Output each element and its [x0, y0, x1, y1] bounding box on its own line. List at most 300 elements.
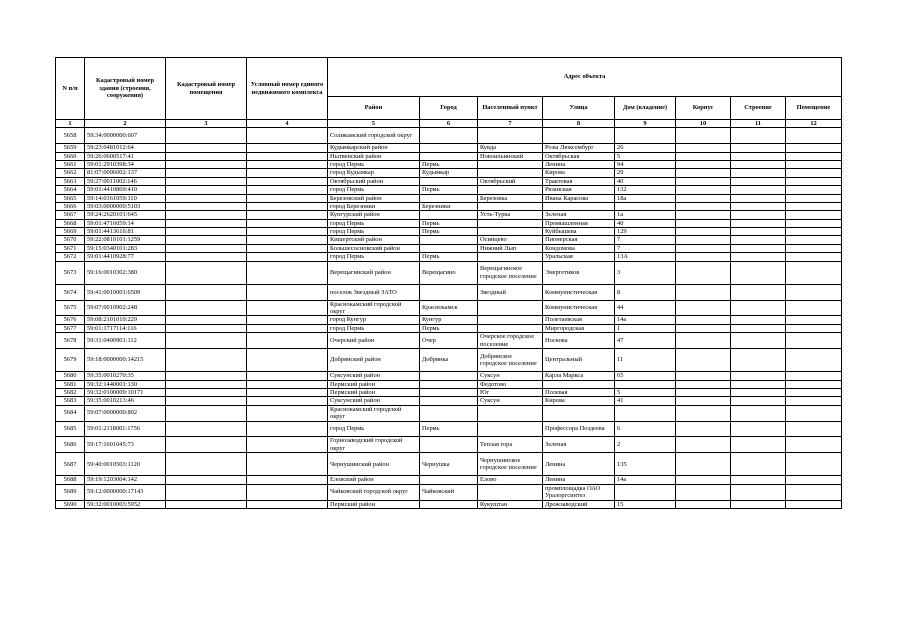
locality-cell — [478, 316, 543, 324]
house-cell: 8 — [615, 284, 676, 300]
header-address: Адрес объекта — [328, 58, 842, 97]
locality-cell: Теплая гора — [478, 437, 543, 453]
conditional-number-cell — [247, 453, 328, 476]
cadastral-number-cell: 59:01:2118001:1756 — [85, 421, 166, 437]
city-cell — [420, 152, 478, 160]
street-cell — [543, 202, 615, 210]
structure-cell — [731, 284, 786, 300]
room-cell — [786, 405, 842, 421]
room-cell — [786, 453, 842, 476]
cadastral-number-cell: 59:15:0340101:283 — [85, 244, 166, 252]
city-cell: Пермь — [420, 421, 478, 437]
conditional-number-cell — [247, 253, 328, 261]
house-cell: 5 — [615, 388, 676, 396]
table-row — [56, 128, 842, 144]
conditional-number-cell — [247, 484, 328, 500]
cadastral-number-cell: 59:03:0000000:5103 — [85, 202, 166, 210]
street-cell — [543, 380, 615, 388]
header-room: Помещение — [786, 97, 842, 120]
cadastral-number-cell: 59:01:1717114:116 — [85, 324, 166, 332]
column-number: 7 — [478, 120, 543, 128]
house-cell — [615, 405, 676, 421]
conditional-number-cell — [247, 324, 328, 332]
conditional-number-cell — [247, 128, 328, 144]
cadastral-number-cell: 59:34:0000000:607 — [85, 128, 166, 144]
table-row — [56, 284, 842, 300]
structure-cell — [731, 160, 786, 168]
room-cell — [786, 372, 842, 380]
table-row — [56, 244, 842, 252]
table-row — [56, 194, 842, 202]
building-cell — [676, 484, 731, 500]
district-cell: город Пермь — [328, 219, 420, 227]
street-cell: Энергетиков — [543, 261, 615, 284]
structure-cell — [731, 177, 786, 185]
district-cell: город Пермь — [328, 186, 420, 194]
district-cell: город Пермь — [328, 160, 420, 168]
street-cell: Дрожзаводский — [543, 500, 615, 508]
house-cell: 5 — [615, 152, 676, 160]
room-cadastral-cell — [166, 421, 247, 437]
street-cell: Куйбышева — [543, 228, 615, 236]
structure-cell — [731, 397, 786, 405]
building-cell — [676, 211, 731, 219]
district-cell: Краснокамский городской округ — [328, 300, 420, 316]
house-cell — [615, 484, 676, 500]
row-number: 5684 — [56, 405, 85, 421]
column-number: 4 — [247, 120, 328, 128]
house-cell: 18а — [615, 194, 676, 202]
structure-cell — [731, 202, 786, 210]
conditional-number-cell — [247, 177, 328, 185]
building-cell — [676, 316, 731, 324]
building-cell — [676, 333, 731, 349]
conditional-number-cell — [247, 186, 328, 194]
city-cell: Краснокамск — [420, 300, 478, 316]
house-cell: 2 — [615, 437, 676, 453]
city-cell: Кунгур — [420, 316, 478, 324]
room-cadastral-cell — [166, 236, 247, 244]
city-cell — [420, 500, 478, 508]
structure-cell — [731, 388, 786, 396]
district-cell: Верещагинский район — [328, 261, 420, 284]
structure-cell — [731, 405, 786, 421]
table-row — [56, 437, 842, 453]
street-cell: Ленина — [543, 476, 615, 484]
room-cadastral-cell — [166, 500, 247, 508]
room-cadastral-cell — [166, 380, 247, 388]
street-cell: Рязанская — [543, 186, 615, 194]
table-row — [56, 152, 842, 160]
house-cell: 13А — [615, 253, 676, 261]
conditional-number-cell — [247, 144, 328, 152]
building-cell — [676, 324, 731, 332]
locality-cell: Елово — [478, 476, 543, 484]
conditional-number-cell — [247, 194, 328, 202]
locality-cell — [478, 421, 543, 437]
room-cadastral-cell — [166, 128, 247, 144]
locality-cell: Новоильинский — [478, 152, 543, 160]
locality-cell — [478, 484, 543, 500]
table-row — [56, 476, 842, 484]
room-cell — [786, 316, 842, 324]
locality-cell: Суксун — [478, 372, 543, 380]
row-number: 5669 — [56, 228, 85, 236]
room-cadastral-cell — [166, 261, 247, 284]
district-cell: Чайковский городской округ — [328, 484, 420, 500]
building-cell — [676, 437, 731, 453]
header-building: Корпус — [676, 97, 731, 120]
room-cell — [786, 284, 842, 300]
room-cadastral-cell — [166, 397, 247, 405]
district-cell: Кудымкарский район — [328, 144, 420, 152]
district-cell: Краснокамский городской округ — [328, 405, 420, 421]
conditional-number-cell — [247, 437, 328, 453]
city-cell — [420, 177, 478, 185]
district-cell: Пермский район — [328, 388, 420, 396]
structure-cell — [731, 476, 786, 484]
district-cell: Соликамский городской округ — [328, 128, 420, 144]
table-row — [56, 421, 842, 437]
structure-cell — [731, 219, 786, 227]
room-cell — [786, 437, 842, 453]
row-number: 5667 — [56, 211, 85, 219]
locality-cell: Добрянское городское поселение — [478, 348, 543, 371]
room-cell — [786, 324, 842, 332]
row-number: 5671 — [56, 244, 85, 252]
conditional-number-cell — [247, 219, 328, 227]
column-number: 3 — [166, 120, 247, 128]
city-cell: Чернушка — [420, 453, 478, 476]
locality-cell: Нижний Лып — [478, 244, 543, 252]
district-cell: Нытвенский район — [328, 152, 420, 160]
cadastral-number-cell: 59:40:0010503:1120 — [85, 453, 166, 476]
cadastral-number-cell: 59:22:0810101:1259 — [85, 236, 166, 244]
room-cadastral-cell — [166, 453, 247, 476]
city-cell: Кудымкар — [420, 169, 478, 177]
district-cell: город Березники — [328, 202, 420, 210]
house-cell: 29 — [615, 169, 676, 177]
room-cell — [786, 169, 842, 177]
table-row — [56, 300, 842, 316]
building-cell — [676, 380, 731, 388]
room-cadastral-cell — [166, 476, 247, 484]
house-cell — [615, 380, 676, 388]
column-number: 8 — [543, 120, 615, 128]
row-number: 5687 — [56, 453, 85, 476]
table-row — [56, 211, 842, 219]
district-cell: поселок Звездный ЗАТО — [328, 284, 420, 300]
row-number: 5661 — [56, 160, 85, 168]
table-row — [56, 324, 842, 332]
conditional-number-cell — [247, 284, 328, 300]
cadastral-number-cell: 59:18:0000000:14215 — [85, 348, 166, 371]
structure-cell — [731, 244, 786, 252]
building-cell — [676, 500, 731, 508]
structure-cell — [731, 500, 786, 508]
city-cell: Пермь — [420, 324, 478, 332]
conditional-number-cell — [247, 236, 328, 244]
room-cadastral-cell — [166, 219, 247, 227]
city-cell — [420, 194, 478, 202]
cadastral-number-cell: 59:19:1203004:142 — [85, 476, 166, 484]
cadastral-number-cell: 59:32:0010003:5952 — [85, 500, 166, 508]
room-cadastral-cell — [166, 244, 247, 252]
building-cell — [676, 284, 731, 300]
district-cell: город Пермь — [328, 253, 420, 261]
cadastral-number-cell: 59:01:4413616:81 — [85, 228, 166, 236]
structure-cell — [731, 372, 786, 380]
city-cell: Пермь — [420, 219, 478, 227]
city-cell: Чайковский — [420, 484, 478, 500]
house-cell: 47 — [615, 333, 676, 349]
row-number: 5662 — [56, 169, 85, 177]
cadastral-number-cell: 59:23:0481012:64 — [85, 144, 166, 152]
cadastral-number-cell: 59:27:0011002:146 — [85, 177, 166, 185]
street-cell: Коммунистическая — [543, 284, 615, 300]
room-cadastral-cell — [166, 194, 247, 202]
room-cell — [786, 236, 842, 244]
conditional-number-cell — [247, 316, 328, 324]
house-cell: 40 — [615, 177, 676, 185]
structure-cell — [731, 253, 786, 261]
header-locality: Населенный пункт — [478, 97, 543, 120]
building-cell — [676, 186, 731, 194]
district-cell: город Кудымкар — [328, 169, 420, 177]
building-cell — [676, 453, 731, 476]
room-cell — [786, 397, 842, 405]
structure-cell — [731, 128, 786, 144]
structure-cell — [731, 453, 786, 476]
room-cadastral-cell — [166, 300, 247, 316]
row-number: 5679 — [56, 348, 85, 371]
locality-cell: Очерское городское поселение — [478, 333, 543, 349]
structure-cell — [731, 211, 786, 219]
street-cell — [543, 128, 615, 144]
column-number: 9 — [615, 120, 676, 128]
header-conditional-number: Условный номер единого недвижимого комплекса — [247, 58, 328, 120]
house-cell: 44 — [615, 300, 676, 316]
property-register-table — [55, 57, 842, 509]
table-row — [56, 380, 842, 388]
house-cell — [615, 128, 676, 144]
cadastral-number-cell: 59:41:0010001:6509 — [85, 284, 166, 300]
locality-cell: Верещагинское городское поселение — [478, 261, 543, 284]
cadastral-number-cell: 59:08:2101010:229 — [85, 316, 166, 324]
locality-cell — [478, 405, 543, 421]
room-cadastral-cell — [166, 228, 247, 236]
building-cell — [676, 388, 731, 396]
street-cell: Коммунистическая — [543, 300, 615, 316]
cadastral-number-cell: 59:32:0100009:10171 — [85, 388, 166, 396]
table-row — [56, 348, 842, 371]
locality-cell: Юг — [478, 388, 543, 396]
building-cell — [676, 397, 731, 405]
table-row — [56, 160, 842, 168]
city-cell — [420, 128, 478, 144]
header-cadastral-room: Кадастровый номер помещения — [166, 58, 247, 120]
room-cadastral-cell — [166, 144, 247, 152]
room-cadastral-cell — [166, 484, 247, 500]
street-cell: Розы Люксембург — [543, 144, 615, 152]
room-cadastral-cell — [166, 186, 247, 194]
room-cadastral-cell — [166, 316, 247, 324]
room-cell — [786, 160, 842, 168]
table-row — [56, 372, 842, 380]
locality-cell: Чернушинское городское поселение — [478, 453, 543, 476]
city-cell — [420, 372, 478, 380]
room-cell — [786, 348, 842, 371]
street-cell: Центральный — [543, 348, 615, 371]
city-cell — [420, 244, 478, 252]
district-cell: Пермский район — [328, 500, 420, 508]
city-cell: Березники — [420, 202, 478, 210]
building-cell — [676, 244, 731, 252]
city-cell: Пермь — [420, 186, 478, 194]
structure-cell — [731, 348, 786, 371]
conditional-number-cell — [247, 372, 328, 380]
structure-cell — [731, 380, 786, 388]
locality-cell: Звездный — [478, 284, 543, 300]
cadastral-number-cell: 59:01:4716059:14 — [85, 219, 166, 227]
row-number: 5673 — [56, 261, 85, 284]
column-number: 2 — [85, 120, 166, 128]
street-cell: Ленина — [543, 453, 615, 476]
room-cell — [786, 333, 842, 349]
table-row — [56, 169, 842, 177]
city-cell — [420, 284, 478, 300]
conditional-number-cell — [247, 169, 328, 177]
street-cell: Карла Маркса — [543, 372, 615, 380]
table-row — [56, 484, 842, 500]
row-number: 5683 — [56, 397, 85, 405]
house-cell: 11 — [615, 348, 676, 371]
room-cadastral-cell — [166, 348, 247, 371]
conditional-number-cell — [247, 388, 328, 396]
structure-cell — [731, 261, 786, 284]
street-cell: Кирова — [543, 397, 615, 405]
room-cell — [786, 500, 842, 508]
street-cell: Октябрьская — [543, 152, 615, 160]
row-number: 5688 — [56, 476, 85, 484]
structure-cell — [731, 152, 786, 160]
city-cell: Пермь — [420, 228, 478, 236]
table-row — [56, 500, 842, 508]
city-cell — [420, 405, 478, 421]
room-cell — [786, 144, 842, 152]
building-cell — [676, 253, 731, 261]
cadastral-number-cell: 59:32:1440001:130 — [85, 380, 166, 388]
house-cell: 1 — [615, 324, 676, 332]
table-row — [56, 177, 842, 185]
row-number: 5660 — [56, 152, 85, 160]
cadastral-number-cell: 59:35:0010213:46 — [85, 397, 166, 405]
locality-cell: Октябрьский — [478, 177, 543, 185]
conditional-number-cell — [247, 380, 328, 388]
table-row — [56, 333, 842, 349]
locality-cell: Усть-Турка — [478, 211, 543, 219]
conditional-number-cell — [247, 211, 328, 219]
street-cell: Пионерская — [543, 236, 615, 244]
room-cadastral-cell — [166, 284, 247, 300]
city-cell — [420, 236, 478, 244]
row-number: 5674 — [56, 284, 85, 300]
building-cell — [676, 202, 731, 210]
street-cell: Зеленая — [543, 437, 615, 453]
room-cell — [786, 484, 842, 500]
house-cell: 3 — [615, 261, 676, 284]
city-cell — [420, 144, 478, 152]
room-cadastral-cell — [166, 437, 247, 453]
locality-cell — [478, 160, 543, 168]
house-cell: 94 — [615, 160, 676, 168]
locality-cell — [478, 128, 543, 144]
table-row — [56, 253, 842, 261]
house-cell: 7 — [615, 236, 676, 244]
room-cadastral-cell — [166, 177, 247, 185]
room-cell — [786, 388, 842, 396]
structure-cell — [731, 324, 786, 332]
table-row — [56, 397, 842, 405]
district-cell: Добрянский район — [328, 348, 420, 371]
row-number: 5677 — [56, 324, 85, 332]
table-row — [56, 186, 842, 194]
room-cadastral-cell — [166, 405, 247, 421]
room-cadastral-cell — [166, 388, 247, 396]
district-cell: Октябрьский район — [328, 177, 420, 185]
street-cell: Зеленая — [543, 211, 615, 219]
cadastral-number-cell: 59:31:0490901:112 — [85, 333, 166, 349]
room-cell — [786, 228, 842, 236]
conditional-number-cell — [247, 397, 328, 405]
conditional-number-cell — [247, 405, 328, 421]
room-cell — [786, 253, 842, 261]
city-cell — [420, 476, 478, 484]
conditional-number-cell — [247, 202, 328, 210]
table-row — [56, 316, 842, 324]
table-row — [56, 144, 842, 152]
conditional-number-cell — [247, 244, 328, 252]
house-cell: 14а — [615, 476, 676, 484]
row-number: 5670 — [56, 236, 85, 244]
table-row — [56, 202, 842, 210]
conditional-number-cell — [247, 333, 328, 349]
street-cell: Полевая — [543, 388, 615, 396]
column-number: 10 — [676, 120, 731, 128]
table-row — [56, 219, 842, 227]
room-cell — [786, 244, 842, 252]
street-cell: Носкова — [543, 333, 615, 349]
building-cell — [676, 372, 731, 380]
building-cell — [676, 405, 731, 421]
street-cell: Миргородская — [543, 324, 615, 332]
structure-cell — [731, 484, 786, 500]
room-cadastral-cell — [166, 152, 247, 160]
district-cell: город Пермь — [328, 324, 420, 332]
cadastral-number-cell: 59:24:2620101:645 — [85, 211, 166, 219]
room-cell — [786, 261, 842, 284]
header-house: Дом (владение) — [615, 97, 676, 120]
building-cell — [676, 261, 731, 284]
locality-cell — [478, 219, 543, 227]
district-cell: Кунгурский район — [328, 211, 420, 219]
district-cell: Большесосновский район — [328, 244, 420, 252]
building-cell — [676, 177, 731, 185]
street-cell: Ивана Карасова — [543, 194, 615, 202]
room-cadastral-cell — [166, 160, 247, 168]
building-cell — [676, 421, 731, 437]
locality-cell — [478, 186, 543, 194]
